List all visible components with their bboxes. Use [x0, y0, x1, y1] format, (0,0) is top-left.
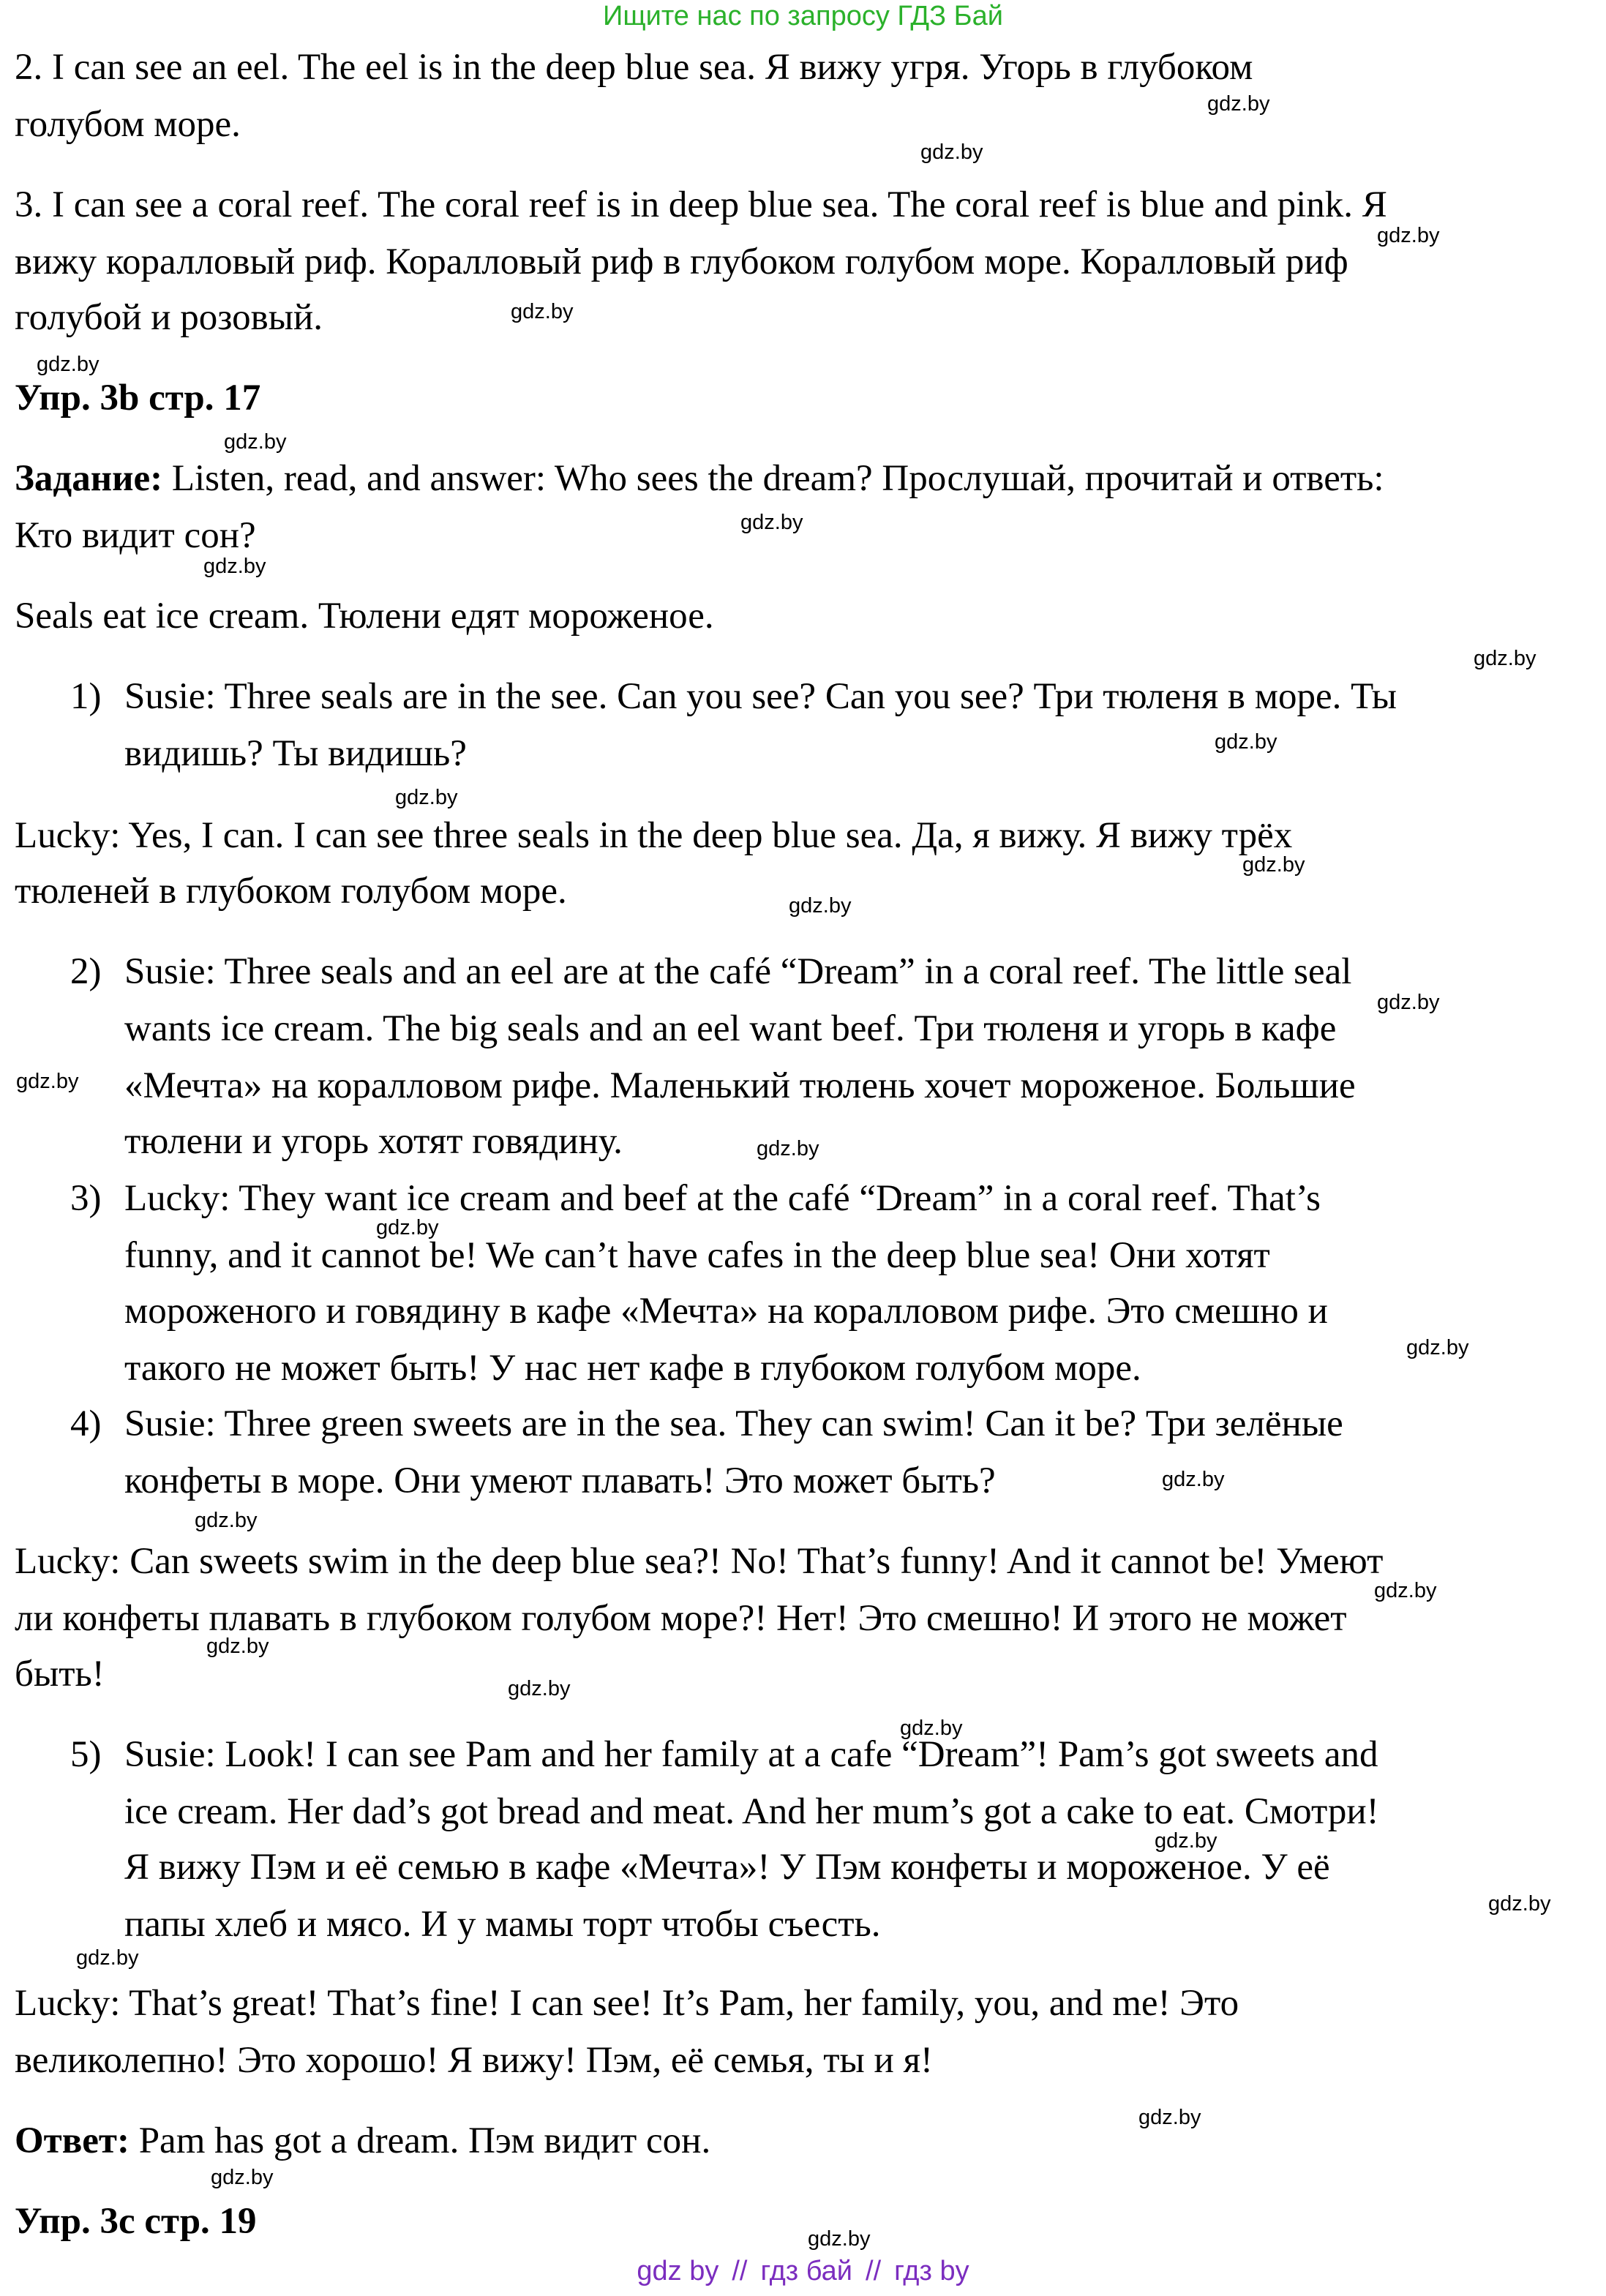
lucky4-line2: ли конфеты плавать в глубоком голубом море?! Нет! Это смешно! И этого не может — [15, 1598, 1347, 1639]
watermark: gdz.by — [203, 555, 266, 578]
item5-line3: Я вижу Пэм и её семью в кафе «Мечта»! У Пэм конфеты и мороженое. У её — [124, 1847, 1330, 1888]
watermark: gdz.by — [508, 1677, 571, 1700]
watermark: gdz.by — [395, 786, 458, 809]
lucky4-line1: Lucky: Can sweets swim in the deep blue sea?! No! That’s funny! And it cannot be! Умеют — [15, 1541, 1384, 1582]
top-banner[interactable]: Ищите нас по запросу ГДЗ Бай — [603, 1, 1003, 31]
para3-line1: 3. I can see a coral reef. The coral reef is in deep blue sea. The coral reef is blue and pink. Я — [15, 184, 1387, 225]
exercise-3c-heading: Упр. 3с стр. 19 — [15, 2201, 257, 2242]
task-label: Задание: — [15, 458, 163, 499]
item4-line1: Susie: Three green sweets are in the sea. They can swim! Can it be? Три зелёные — [124, 1403, 1343, 1444]
watermark: gdz.by — [808, 2227, 871, 2251]
item2-line2: wants ice cream. The big seals and an eel want beef. Три тюленя и угорь в кафе — [124, 1008, 1337, 1049]
lucky1-line1: Lucky: Yes, I can. I can see three seals in the deep blue sea. Да, я вижу. Я вижу трёх — [15, 815, 1293, 856]
item5-line1: Susie: Look! I can see Pam and her family at a cafe “Dream”! Pam’s got sweets and — [124, 1734, 1378, 1775]
watermark: gdz.by — [1215, 730, 1277, 754]
answer-label: Ответ: — [15, 2120, 130, 2161]
item3-line2: funny, and it cannot be! We can’t have cafes in the deep blue sea! Они хотят — [124, 1235, 1270, 1276]
watermark: gdz.by — [1138, 2106, 1201, 2129]
para3-line2: вижу коралловый риф. Коралловый риф в глубоком голубом море. Коралловый риф — [15, 241, 1348, 282]
task-text: Listen, read, and answer: Who sees the dream? Прослушай, прочитай и ответь: — [162, 458, 1384, 499]
item1-line1: Susie: Three seals are in the see. Can you see? Can you see? Три тюленя в море. Ты — [124, 676, 1397, 717]
lucky1-line2: тюленей в глубоком голубом море. — [15, 871, 567, 912]
watermark: gdz.by — [195, 1509, 258, 1532]
footer-links — [0, 2255, 1606, 2287]
watermark: gdz.by — [789, 894, 852, 918]
watermark: gdz.by — [1374, 1579, 1437, 1602]
item5-line2: ice cream. Her dad’s got bread and meat. And her mum’s got a cake to eat. Смотри! — [124, 1791, 1379, 1832]
list-number: 1) — [70, 676, 102, 717]
watermark: gdz.by — [1488, 1892, 1551, 1916]
watermark: gdz.by — [757, 1137, 819, 1160]
watermark: gdz.by — [1207, 92, 1270, 116]
watermark: gdz.by — [211, 2166, 274, 2189]
watermark: gdz.by — [740, 511, 803, 534]
footer-link-gdz-by-cyr[interactable]: гдз by — [894, 2256, 969, 2286]
lucky5-line2: великолепно! Это хорошо! Я вижу! Пэм, её семья, ты и я! — [15, 2040, 934, 2081]
title-line: Seals eat ice cream. Тюлени едят мороженое. — [15, 596, 714, 637]
watermark: gdz.by — [224, 430, 287, 454]
watermark: gdz.by — [1377, 224, 1440, 247]
watermark: gdz.by — [920, 140, 983, 164]
watermark: gdz.by — [1155, 1829, 1217, 1853]
footer-separator: // — [732, 2256, 748, 2286]
item4-line2: конфеты в море. Они умеют плавать! Это может быть? — [124, 1460, 996, 1501]
watermark: gdz.by — [1474, 647, 1536, 670]
item3-line3: мороженого и говядину в кафе «Мечта» на коралловом рифе. Это смешно и — [124, 1291, 1328, 1332]
para2-line1: 2. I can see an eel. The eel is in the deep blue sea. Я вижу угря. Угорь в глубоком — [15, 47, 1253, 88]
watermark: gdz.by — [1242, 853, 1305, 877]
para3-line3: голубой и розовый. — [15, 297, 323, 338]
watermark: gdz.by — [900, 1717, 963, 1740]
item3-line1: Lucky: They want ice cream and beef at the café “Dream” in a coral reef. That’s — [124, 1178, 1321, 1219]
watermark: gdz.by — [16, 1070, 79, 1093]
answer-text: Pam has got a dream. Пэм видит сон. — [129, 2120, 711, 2161]
watermark: gdz.by — [1377, 991, 1440, 1014]
item2-line4: тюлени и угорь хотят говядину. — [124, 1121, 623, 1162]
task-line1 — [15, 457, 1384, 500]
watermark: gdz.by — [1406, 1336, 1469, 1359]
exercise-3b-heading: Упр. 3b стр. 17 — [15, 378, 261, 419]
watermark: gdz.by — [206, 1635, 269, 1658]
lucky5-line1: Lucky: That’s great! That’s fine! I can see! It’s Pam, her family, you, and me! Это — [15, 1983, 1239, 2024]
footer-separator: // — [866, 2256, 882, 2286]
list-number: 2) — [70, 951, 102, 992]
watermark: gdz.by — [1162, 1468, 1225, 1491]
watermark: gdz.by — [376, 1216, 439, 1239]
watermark: gdz.by — [37, 353, 100, 376]
para2-line2: голубом море. — [15, 104, 241, 145]
footer-link-gdz-by[interactable]: gdz by — [637, 2256, 719, 2286]
list-number: 5) — [70, 1734, 102, 1775]
item2-line3: «Мечта» на коралловом рифе. Маленький тюлень хочет мороженое. Большие — [124, 1065, 1356, 1106]
footer-link-gdz-bai[interactable]: гдз бай — [760, 2256, 853, 2286]
task-line2: Кто видит сон? — [15, 515, 256, 556]
item5-line4: папы хлеб и мясо. И у мамы торт чтобы съесть. — [124, 1904, 881, 1945]
lucky4-line3: быть! — [15, 1654, 105, 1695]
item2-line1: Susie: Three seals and an eel are at the café “Dream” in a coral reef. The little seal — [124, 951, 1352, 992]
list-number: 4) — [70, 1403, 102, 1444]
item3-line4: такого не может быть! У нас нет кафе в глубоком голубом море. — [124, 1348, 1141, 1389]
watermark: gdz.by — [76, 1946, 139, 1970]
answer-line — [15, 2119, 710, 2163]
watermark: gdz.by — [511, 300, 574, 323]
list-number: 3) — [70, 1178, 102, 1219]
item1-line2: видишь? Ты видишь? — [124, 733, 467, 774]
